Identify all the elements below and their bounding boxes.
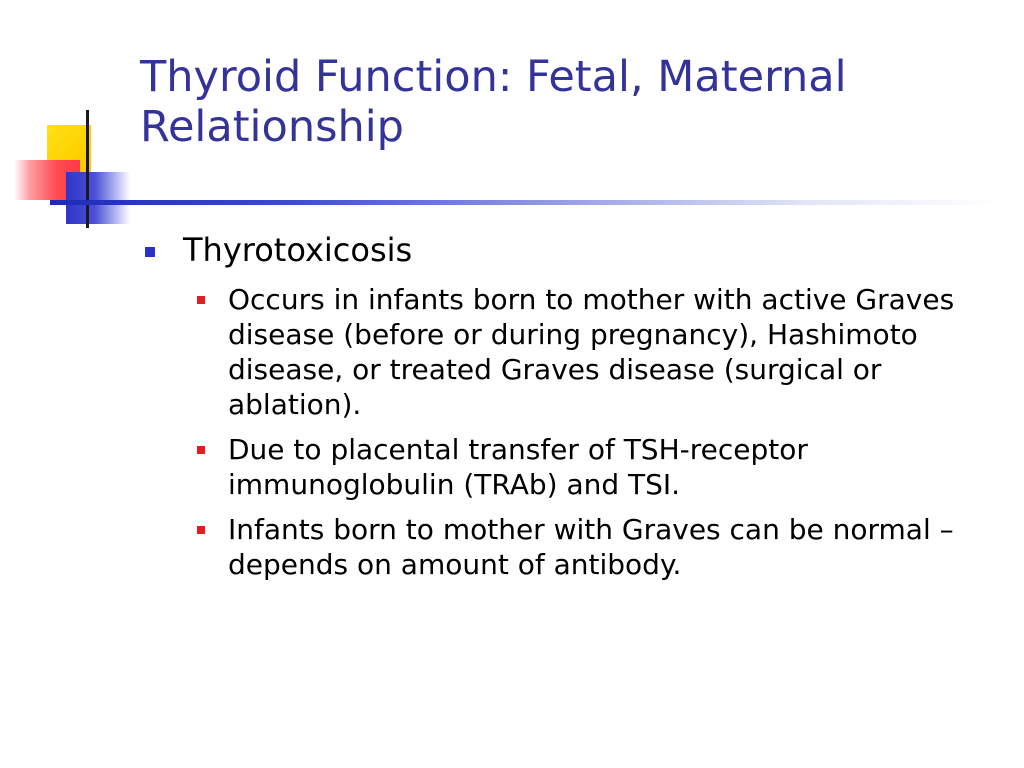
bullet-item [143,230,1003,270]
vertical-line-decoration [86,110,89,228]
square-bullet-icon [197,526,205,534]
title-divider [50,200,1000,205]
square-bullet-icon [197,296,205,304]
sub-bullet-item [143,282,1003,422]
sub-bullet-text: Due to placental transfer of TSH-receptor immunoglobulin (TRAb) and TSI. [228,433,808,501]
slide-title-line-1: Thyroid Function: Fetal, Maternal [140,52,847,102]
slide-title [140,52,1000,152]
bullet-text: Thyrotoxicosis [183,231,413,269]
sub-bullet-list [143,282,1003,582]
slide-body [143,230,1003,592]
blue-square-decoration [66,172,130,224]
sub-bullet-text: Occurs in infants born to mother with active Graves disease (before or during pregnancy), Hashimoto disease, or treated Graves disease (surgical or ablation). [228,283,955,421]
square-bullet-icon [145,247,155,257]
sub-bullet-item [143,432,1003,502]
square-bullet-icon [197,446,205,454]
sub-bullet-text: Infants born to mother with Graves can be normal – depends on amount of antibody. [228,513,954,581]
slide-title-line-2: Relationship [140,102,404,152]
sub-bullet-item [143,512,1003,582]
